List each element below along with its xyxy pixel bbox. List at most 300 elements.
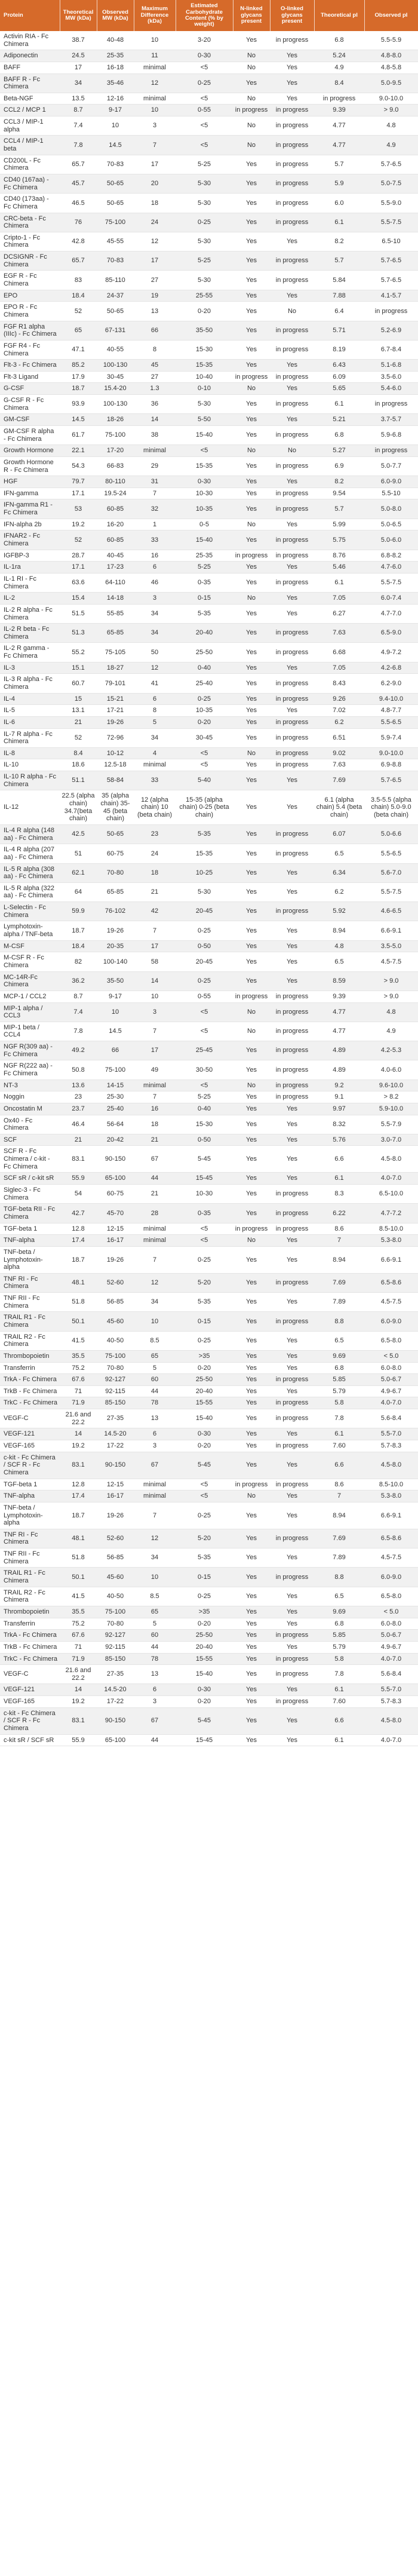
cell-o-linked-glycans: in progress: [270, 1440, 314, 1452]
cell-protein: TNF RI - Fc Chimera: [0, 1529, 60, 1548]
cell-theoretical-mw: 48.1: [60, 1273, 97, 1292]
cell-observed-pi: 6.2-9.0: [364, 674, 418, 693]
cell-theoretical-mw: 54: [60, 1185, 97, 1204]
cell-observed-mw: 14-18: [97, 593, 134, 605]
cell-observed-pi: 9.0-10.0: [364, 747, 418, 759]
cell-observed-mw: 75-100: [97, 1060, 134, 1080]
cell-observed-pi: 6.6-9.1: [364, 921, 418, 940]
cell-protein: IL-7 R alpha - Fc Chimera: [0, 728, 60, 747]
cell-protein: Thrombopoietin: [0, 1350, 60, 1362]
cell-n-linked-glycans: Yes: [233, 643, 270, 662]
cell-protein: TGF-beta RII - Fc Chimera: [0, 1204, 60, 1223]
cell-theoretical-pi: 8.4: [314, 73, 364, 93]
cell-carbohydrate-content: 5-30: [176, 232, 233, 251]
cell-n-linked-glycans: Yes: [233, 476, 270, 488]
table-row: [0, 716, 418, 728]
cell-carbohydrate-content: 0-30: [176, 476, 233, 488]
cell-observed-mw: 40-50: [97, 1587, 134, 1606]
cell-protein: IL-4 R alpha (207 aa) - Fc Chimera: [0, 844, 60, 863]
cell-theoretical-pi: 9.1: [314, 1091, 364, 1103]
cell-n-linked-glycans: Yes: [233, 604, 270, 623]
table-row: [0, 1235, 418, 1247]
cell-observed-pi: 5.0-6.7: [364, 1630, 418, 1642]
cell-o-linked-glycans: in progress: [270, 371, 314, 383]
cell-n-linked-glycans: No: [233, 93, 270, 105]
cell-protein: TRAIL R1 - Fc Chimera: [0, 1568, 60, 1587]
cell-maximum-difference: 38: [134, 425, 176, 444]
cell-protein: VEGF-165: [0, 1440, 60, 1452]
cell-observed-pi: 4.5-7.5: [364, 1293, 418, 1312]
cell-observed-mw: 24-37: [97, 290, 134, 302]
cell-o-linked-glycans: in progress: [270, 456, 314, 476]
table-row: [0, 952, 418, 971]
cell-observed-pi: 4.0-7.0: [364, 1397, 418, 1409]
cell-observed-mw: 40-50: [97, 1331, 134, 1350]
cell-maximum-difference: 12: [134, 73, 176, 93]
cell-carbohydrate-content: 10-30: [176, 487, 233, 499]
cell-o-linked-glycans: Yes: [270, 952, 314, 971]
cell-observed-pi: 5.0-7.7: [364, 456, 418, 476]
cell-n-linked-glycans: Yes: [233, 1293, 270, 1312]
table-row: [0, 1204, 418, 1223]
table-row: [0, 1002, 418, 1022]
table-row: [0, 1223, 418, 1235]
cell-n-linked-glycans: Yes: [233, 844, 270, 863]
cell-maximum-difference: 7: [134, 1246, 176, 1273]
cell-maximum-difference: minimal: [134, 1223, 176, 1235]
cell-n-linked-glycans: No: [233, 116, 270, 136]
cell-theoretical-pi: 6.5: [314, 1587, 364, 1606]
cell-maximum-difference: 10: [134, 990, 176, 1002]
cell-carbohydrate-content: 15-35: [176, 844, 233, 863]
cell-theoretical-pi: 7.88: [314, 290, 364, 302]
cell-o-linked-glycans: Yes: [270, 1173, 314, 1185]
cell-maximum-difference: 21: [134, 1134, 176, 1146]
cell-carbohydrate-content: 5-45: [176, 1707, 233, 1734]
cell-carbohydrate-content: 0-15: [176, 1312, 233, 1331]
cell-maximum-difference: 1.3: [134, 383, 176, 395]
cell-maximum-difference: 5: [134, 1618, 176, 1630]
cell-observed-mw: 52-60: [97, 1273, 134, 1292]
cell-observed-pi: 3.5-6.0: [364, 371, 418, 383]
cell-n-linked-glycans: Yes: [233, 940, 270, 952]
table-row: [0, 940, 418, 952]
cell-theoretical-mw: 75.2: [60, 1362, 97, 1374]
cell-protein: IL-2 R beta - Fc Chimera: [0, 624, 60, 643]
cell-maximum-difference: 44: [134, 1734, 176, 1746]
cell-observed-mw: 56-85: [97, 1548, 134, 1568]
cell-observed-pi: 4.0-6.0: [364, 1060, 418, 1080]
cell-theoretical-pi: 5.85: [314, 1630, 364, 1642]
table-row: [0, 530, 418, 550]
cell-carbohydrate-content: 0-20: [176, 302, 233, 321]
cell-n-linked-glycans: Yes: [233, 716, 270, 728]
cell-observed-mw: 14.5: [97, 1022, 134, 1041]
cell-theoretical-pi: 8.6: [314, 1479, 364, 1491]
cell-protein: IL-4: [0, 693, 60, 705]
cell-maximum-difference: 3: [134, 1696, 176, 1708]
cell-protein: IFN-gamma R1 - Fc Chimera: [0, 499, 60, 519]
cell-theoretical-mw: 12.8: [60, 1223, 97, 1235]
cell-theoretical-mw: 14.5: [60, 414, 97, 426]
cell-protein: IFN-gamma: [0, 487, 60, 499]
table-row: [0, 321, 418, 340]
cell-maximum-difference: 10: [134, 105, 176, 116]
cell-theoretical-pi: 8.2: [314, 232, 364, 251]
cell-protein: TNF-beta / Lymphotoxin-alpha: [0, 1502, 60, 1529]
cell-carbohydrate-content: <5: [176, 93, 233, 105]
cell-observed-pi: 5.5-5.9: [364, 31, 418, 50]
cell-observed-mw: 70-80: [97, 863, 134, 882]
cell-o-linked-glycans: in progress: [270, 155, 314, 174]
cell-carbohydrate-content: 5-45: [176, 1146, 233, 1173]
cell-maximum-difference: 32: [134, 499, 176, 519]
cell-theoretical-mw: 83.1: [60, 1452, 97, 1479]
table-row: [0, 902, 418, 921]
cell-theoretical-mw: 55.9: [60, 1734, 97, 1746]
cell-n-linked-glycans: Yes: [233, 1397, 270, 1409]
cell-maximum-difference: 3: [134, 593, 176, 605]
cell-o-linked-glycans: in progress: [270, 1080, 314, 1091]
cell-carbohydrate-content: 0-20: [176, 1362, 233, 1374]
cell-maximum-difference: 67: [134, 1146, 176, 1173]
cell-theoretical-mw: 50.1: [60, 1568, 97, 1587]
cell-theoretical-pi: 5.92: [314, 902, 364, 921]
cell-observed-mw: 66-83: [97, 456, 134, 476]
cell-n-linked-glycans: Yes: [233, 73, 270, 93]
cell-o-linked-glycans: in progress: [270, 1022, 314, 1041]
cell-observed-pi: 5.7-6.5: [364, 771, 418, 790]
cell-protein: IL-1ra: [0, 562, 60, 574]
cell-observed-pi: 4.9-7.2: [364, 643, 418, 662]
cell-observed-mw: 58-84: [97, 771, 134, 790]
cell-o-linked-glycans: Yes: [270, 882, 314, 901]
cell-observed-pi: 6.8-8.2: [364, 550, 418, 562]
cell-observed-pi: 6.6-9.1: [364, 1246, 418, 1273]
cell-o-linked-glycans: in progress: [270, 1529, 314, 1548]
cell-maximum-difference: 78: [134, 1397, 176, 1409]
cell-theoretical-mw: 18.7: [60, 921, 97, 940]
cell-o-linked-glycans: in progress: [270, 105, 314, 116]
cell-observed-pi: 5.6-7.0: [364, 863, 418, 882]
table-row: [0, 1428, 418, 1440]
cell-protein: FGF R1 alpha (IIIc) - Fc Chimera: [0, 321, 60, 340]
cell-n-linked-glycans: Yes: [233, 624, 270, 643]
cell-protein: TNF RII - Fc Chimera: [0, 1548, 60, 1568]
cell-theoretical-mw: 17: [60, 62, 97, 73]
cell-observed-pi: 5.6-8.4: [364, 1665, 418, 1684]
cell-carbohydrate-content: 15-45: [176, 1734, 233, 1746]
cell-theoretical-mw: 55.2: [60, 643, 97, 662]
cell-theoretical-mw: 13.1: [60, 705, 97, 717]
cell-o-linked-glycans: in progress: [270, 844, 314, 863]
header-protein: Protein: [0, 0, 60, 31]
cell-observed-mw: 19-26: [97, 1502, 134, 1529]
cell-theoretical-mw: 49.2: [60, 1041, 97, 1060]
header-n-linked-glycans: N-linked glycans present: [233, 0, 270, 31]
cell-theoretical-pi: 5.71: [314, 321, 364, 340]
cell-n-linked-glycans: Yes: [233, 31, 270, 50]
cell-observed-mw: 92-127: [97, 1374, 134, 1386]
cell-maximum-difference: 34: [134, 1548, 176, 1568]
cell-o-linked-glycans: in progress: [270, 1002, 314, 1022]
cell-observed-mw: 75-105: [97, 643, 134, 662]
cell-maximum-difference: 6: [134, 693, 176, 705]
table-row: [0, 971, 418, 990]
cell-carbohydrate-content: <5: [176, 1022, 233, 1041]
cell-maximum-difference: 7: [134, 1091, 176, 1103]
table-row: [0, 1397, 418, 1409]
cell-maximum-difference: 7: [134, 136, 176, 155]
cell-observed-pi: 6.5-8.0: [364, 1587, 418, 1606]
cell-theoretical-pi: 9.69: [314, 1606, 364, 1618]
cell-observed-mw: 18-27: [97, 662, 134, 674]
cell-observed-mw: 45-60: [97, 1568, 134, 1587]
cell-theoretical-mw: 15.1: [60, 662, 97, 674]
cell-o-linked-glycans: in progress: [270, 1312, 314, 1331]
cell-o-linked-glycans: Yes: [270, 476, 314, 488]
table-row: [0, 643, 418, 662]
cell-observed-mw: 75-100: [97, 1606, 134, 1618]
cell-maximum-difference: 1: [134, 519, 176, 530]
cell-maximum-difference: 13: [134, 302, 176, 321]
table-row: [0, 593, 418, 605]
cell-o-linked-glycans: Yes: [270, 1452, 314, 1479]
cell-o-linked-glycans: in progress: [270, 573, 314, 592]
cell-theoretical-mw: 19.2: [60, 519, 97, 530]
cell-carbohydrate-content: 10-35: [176, 705, 233, 717]
cell-maximum-difference: 21: [134, 1185, 176, 1204]
cell-maximum-difference: 41: [134, 674, 176, 693]
cell-theoretical-mw: 21: [60, 716, 97, 728]
cell-theoretical-mw: 23.7: [60, 1103, 97, 1115]
cell-carbohydrate-content: 25-35: [176, 550, 233, 562]
cell-protein: M-CSF: [0, 940, 60, 952]
cell-protein: Ox40 - Fc Chimera: [0, 1115, 60, 1134]
cell-observed-mw: 45-55: [97, 232, 134, 251]
cell-protein: IL-8: [0, 747, 60, 759]
cell-maximum-difference: 65: [134, 1606, 176, 1618]
cell-o-linked-glycans: in progress: [270, 425, 314, 444]
cell-maximum-difference: 24: [134, 213, 176, 232]
cell-theoretical-pi: 5.7: [314, 155, 364, 174]
cell-maximum-difference: 13: [134, 1409, 176, 1428]
cell-maximum-difference: 29: [134, 456, 176, 476]
cell-n-linked-glycans: Yes: [233, 790, 270, 825]
cell-maximum-difference: minimal: [134, 62, 176, 73]
cell-observed-pi: 3.7-5.7: [364, 414, 418, 426]
cell-o-linked-glycans: in progress: [270, 1185, 314, 1204]
cell-carbohydrate-content: 25-50: [176, 1374, 233, 1386]
cell-theoretical-pi: 4.77: [314, 1002, 364, 1022]
cell-observed-pi: 4.9-6.7: [364, 1385, 418, 1397]
cell-maximum-difference: minimal: [134, 93, 176, 105]
cell-theoretical-pi: 5.85: [314, 1374, 364, 1386]
cell-protein: TRAIL R2 - Fc Chimera: [0, 1331, 60, 1350]
cell-carbohydrate-content: 0-50: [176, 1134, 233, 1146]
table-row: [0, 1491, 418, 1502]
table-header-row: [0, 0, 418, 31]
table-row: [0, 445, 418, 457]
cell-n-linked-glycans: No: [233, 383, 270, 395]
cell-theoretical-pi: 7.8: [314, 1409, 364, 1428]
table-row: [0, 232, 418, 251]
cell-theoretical-pi: 7.05: [314, 593, 364, 605]
cell-theoretical-pi: 6.2: [314, 882, 364, 901]
cell-o-linked-glycans: in progress: [270, 499, 314, 519]
table-row: [0, 747, 418, 759]
cell-carbohydrate-content: 25-50: [176, 643, 233, 662]
table-row: [0, 73, 418, 93]
cell-maximum-difference: 12 (alpha chain) 10 (beta chain): [134, 790, 176, 825]
cell-observed-mw: 70-80: [97, 1618, 134, 1630]
cell-protein: IL-12: [0, 790, 60, 825]
cell-observed-mw: 16-18: [97, 62, 134, 73]
header-theoretical-mw: Theoretical MW (kDa): [60, 0, 97, 31]
cell-theoretical-mw: 17.4: [60, 1235, 97, 1247]
cell-observed-mw: 12-15: [97, 1223, 134, 1235]
cell-carbohydrate-content: 0-20: [176, 1696, 233, 1708]
header-theoretical-pi: Theoretical pI: [314, 0, 364, 31]
cell-theoretical-pi: 7: [314, 1235, 364, 1247]
cell-protein: TNF-alpha: [0, 1491, 60, 1502]
cell-o-linked-glycans: Yes: [270, 290, 314, 302]
cell-o-linked-glycans: Yes: [270, 1587, 314, 1606]
cell-observed-pi: 5.0-6.7: [364, 1374, 418, 1386]
cell-carbohydrate-content: 0-35: [176, 1204, 233, 1223]
cell-n-linked-glycans: in progress: [233, 371, 270, 383]
cell-n-linked-glycans: Yes: [233, 487, 270, 499]
cell-observed-pi: 5.5-7.0: [364, 1684, 418, 1696]
cell-maximum-difference: 8: [134, 705, 176, 717]
cell-observed-mw: 92-115: [97, 1385, 134, 1397]
cell-theoretical-pi: 6.68: [314, 643, 364, 662]
cell-o-linked-glycans: in progress: [270, 990, 314, 1002]
cell-theoretical-mw: 93.9: [60, 395, 97, 414]
cell-theoretical-pi: 7.8: [314, 1665, 364, 1684]
cell-observed-pi: 5.9-10.0: [364, 1103, 418, 1115]
cell-o-linked-glycans: No: [270, 445, 314, 457]
table-row: [0, 1665, 418, 1684]
cell-protein: IL-4 R alpha (148 aa) - Fc Chimera: [0, 824, 60, 844]
cell-theoretical-pi: 8.8: [314, 1568, 364, 1587]
cell-observed-mw: 16-20: [97, 519, 134, 530]
cell-observed-mw: 92-115: [97, 1641, 134, 1653]
cell-protein: EPO R - Fc Chimera: [0, 302, 60, 321]
cell-n-linked-glycans: Yes: [233, 1641, 270, 1653]
cell-observed-pi: 6.5-8.6: [364, 1529, 418, 1548]
cell-theoretical-pi: 5.7: [314, 252, 364, 271]
cell-maximum-difference: minimal: [134, 1080, 176, 1091]
cell-observed-mw: 72-96: [97, 728, 134, 747]
cell-protein: Oncostatin M: [0, 1103, 60, 1115]
cell-theoretical-pi: 9.02: [314, 747, 364, 759]
cell-n-linked-glycans: Yes: [233, 1204, 270, 1223]
cell-observed-pi: 8.5-10.0: [364, 1479, 418, 1491]
cell-o-linked-glycans: Yes: [270, 1350, 314, 1362]
table-row: [0, 1409, 418, 1428]
cell-carbohydrate-content: 5-30: [176, 271, 233, 290]
cell-theoretical-mw: 52: [60, 302, 97, 321]
cell-theoretical-pi: 7.69: [314, 1529, 364, 1548]
cell-carbohydrate-content: 20-45: [176, 902, 233, 921]
cell-theoretical-pi: 4.8: [314, 940, 364, 952]
cell-theoretical-mw: 55.9: [60, 1173, 97, 1185]
cell-n-linked-glycans: Yes: [233, 360, 270, 372]
cell-maximum-difference: 23: [134, 824, 176, 844]
cell-n-linked-glycans: in progress: [233, 990, 270, 1002]
cell-o-linked-glycans: in progress: [270, 31, 314, 50]
cell-n-linked-glycans: No: [233, 593, 270, 605]
cell-observed-pi: 6.0-8.0: [364, 1362, 418, 1374]
cell-o-linked-glycans: Yes: [270, 1707, 314, 1734]
cell-theoretical-mw: 22.5 (alpha chain) 34.7(beta chain): [60, 790, 97, 825]
cell-observed-pi: 6.0-9.0: [364, 1568, 418, 1587]
cell-n-linked-glycans: Yes: [233, 759, 270, 771]
cell-o-linked-glycans: Yes: [270, 93, 314, 105]
cell-carbohydrate-content: 10-30: [176, 1185, 233, 1204]
table-row: [0, 1350, 418, 1362]
cell-maximum-difference: 12: [134, 232, 176, 251]
cell-observed-pi: 5.7-8.3: [364, 1440, 418, 1452]
table-row: [0, 550, 418, 562]
cell-theoretical-pi: 8.94: [314, 1502, 364, 1529]
cell-theoretical-pi: 6.09: [314, 371, 364, 383]
cell-observed-mw: 55-85: [97, 604, 134, 623]
cell-theoretical-pi: 8.43: [314, 674, 364, 693]
cell-observed-mw: 60-75: [97, 844, 134, 863]
cell-observed-mw: 60-85: [97, 530, 134, 550]
cell-n-linked-glycans: Yes: [233, 662, 270, 674]
cell-observed-pi: 4.5-7.5: [364, 952, 418, 971]
cell-theoretical-pi: 5.65: [314, 383, 364, 395]
table-row: [0, 1041, 418, 1060]
cell-o-linked-glycans: in progress: [270, 624, 314, 643]
cell-theoretical-mw: 46.4: [60, 1115, 97, 1134]
cell-carbohydrate-content: 0-40: [176, 662, 233, 674]
cell-o-linked-glycans: in progress: [270, 1568, 314, 1587]
cell-protein: CCL2 / MCP 1: [0, 105, 60, 116]
cell-o-linked-glycans: Yes: [270, 1618, 314, 1630]
cell-carbohydrate-content: 15-40: [176, 1409, 233, 1428]
cell-observed-mw: 79-101: [97, 674, 134, 693]
cell-theoretical-pi: 8.94: [314, 921, 364, 940]
cell-n-linked-glycans: Yes: [233, 1115, 270, 1134]
cell-maximum-difference: 21: [134, 882, 176, 901]
cell-theoretical-mw: 52: [60, 728, 97, 747]
cell-n-linked-glycans: Yes: [233, 194, 270, 213]
cell-protein: EGF R - Fc Chimera: [0, 271, 60, 290]
cell-theoretical-pi: 9.54: [314, 487, 364, 499]
cell-observed-mw: 40-48: [97, 31, 134, 50]
cell-maximum-difference: 16: [134, 1103, 176, 1115]
cell-o-linked-glycans: in progress: [270, 530, 314, 550]
cell-carbohydrate-content: <5: [176, 62, 233, 73]
cell-carbohydrate-content: 30-45: [176, 728, 233, 747]
cell-maximum-difference: 34: [134, 624, 176, 643]
cell-protein: Siglec-3 - Fc Chimera: [0, 1185, 60, 1204]
cell-n-linked-glycans: Yes: [233, 271, 270, 290]
cell-carbohydrate-content: 5-30: [176, 395, 233, 414]
cell-observed-pi: 5.5-7.5: [364, 213, 418, 232]
cell-carbohydrate-content: 5-30: [176, 174, 233, 193]
cell-protein: SCF R - Fc Chimera / c-kit - Fc Chimera: [0, 1146, 60, 1173]
cell-observed-pi: > 9.0: [364, 990, 418, 1002]
cell-o-linked-glycans: Yes: [270, 360, 314, 372]
table-row: [0, 1103, 418, 1115]
cell-observed-pi: 6.6-9.1: [364, 1502, 418, 1529]
cell-maximum-difference: 12: [134, 1529, 176, 1548]
